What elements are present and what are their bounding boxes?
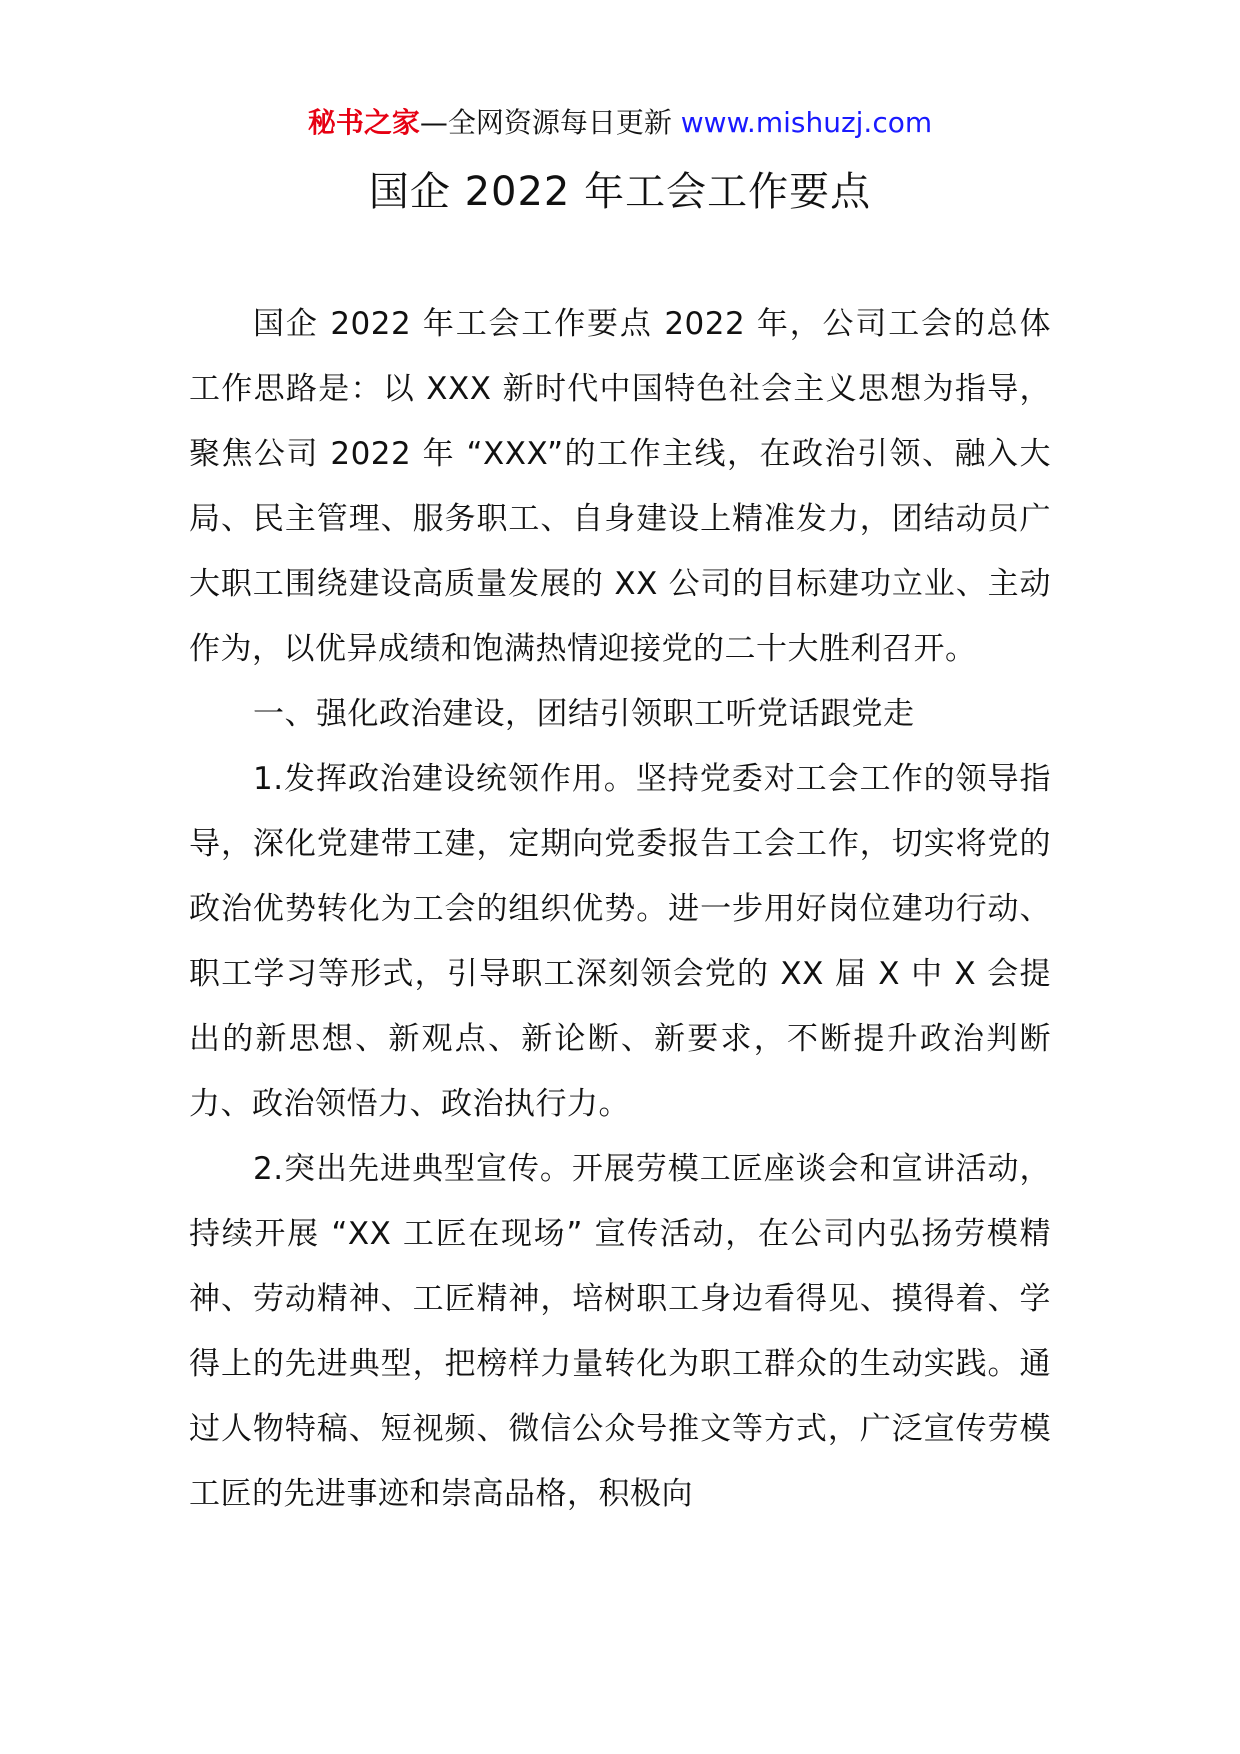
intro-paragraph: 国企 2022 年工会工作要点 2022 年，公司工会的总体工作思路是：以 XXX 新时代中国特色社会主义思想为指导，聚焦公司 2022 年 “XXX”的工作主线，在政治引领、融入大局、民主管理、服务职工、自身建设上精准发力，团结动员广大职工围绕建设高质量发展的 XX 公司的目标建功立业、主动作为，以优异成绩和饱满热情迎接党的二十大胜利召开。 [189, 306, 1051, 667]
document-title: 国企 2022 年工会工作要点 [368, 169, 872, 215]
site-brand-name: 秘书之家 [307, 106, 420, 139]
body-paragraph: 2.突出先进典型宣传。开展劳模工匠座谈会和宣讲活动，持续开展 “XX 工匠在现场” 宣传活动，在公司内弘扬劳模精神、劳动精神、工匠精神，培树职工身边看得见、摸得着、学得上的先进典型，把榜样力量转化为职工群众的生动实践。通过人物特稿、短视频、微信公众号推文等方式，广泛宣传劳模工匠的先进事迹和崇高品格，积极向 [189, 1151, 1051, 1512]
document-body [189, 292, 1051, 1527]
section-heading: 一、强化政治建设，团结引领职工听党话跟党走 [253, 696, 915, 732]
site-banner [0, 103, 1240, 143]
site-url-link[interactable]: www.mishuzj.com [680, 106, 933, 139]
site-slogan: —全网资源每日更新 [419, 106, 681, 139]
body-paragraph: 1.发挥政治建设统领作用。坚持党委对工会工作的领导指导，深化党建带工建，定期向党委报告工会工作，切实将党的政治优势转化为工会的组织优势。进一步用好岗位建功行动、职工学习等形式，引导职工深刻领会党的 XX 届 X 中 X 会提出的新思想、新观点、新论断、新要求，不断提升政治判断力、政治领悟力、政治执行力。 [189, 761, 1051, 1122]
